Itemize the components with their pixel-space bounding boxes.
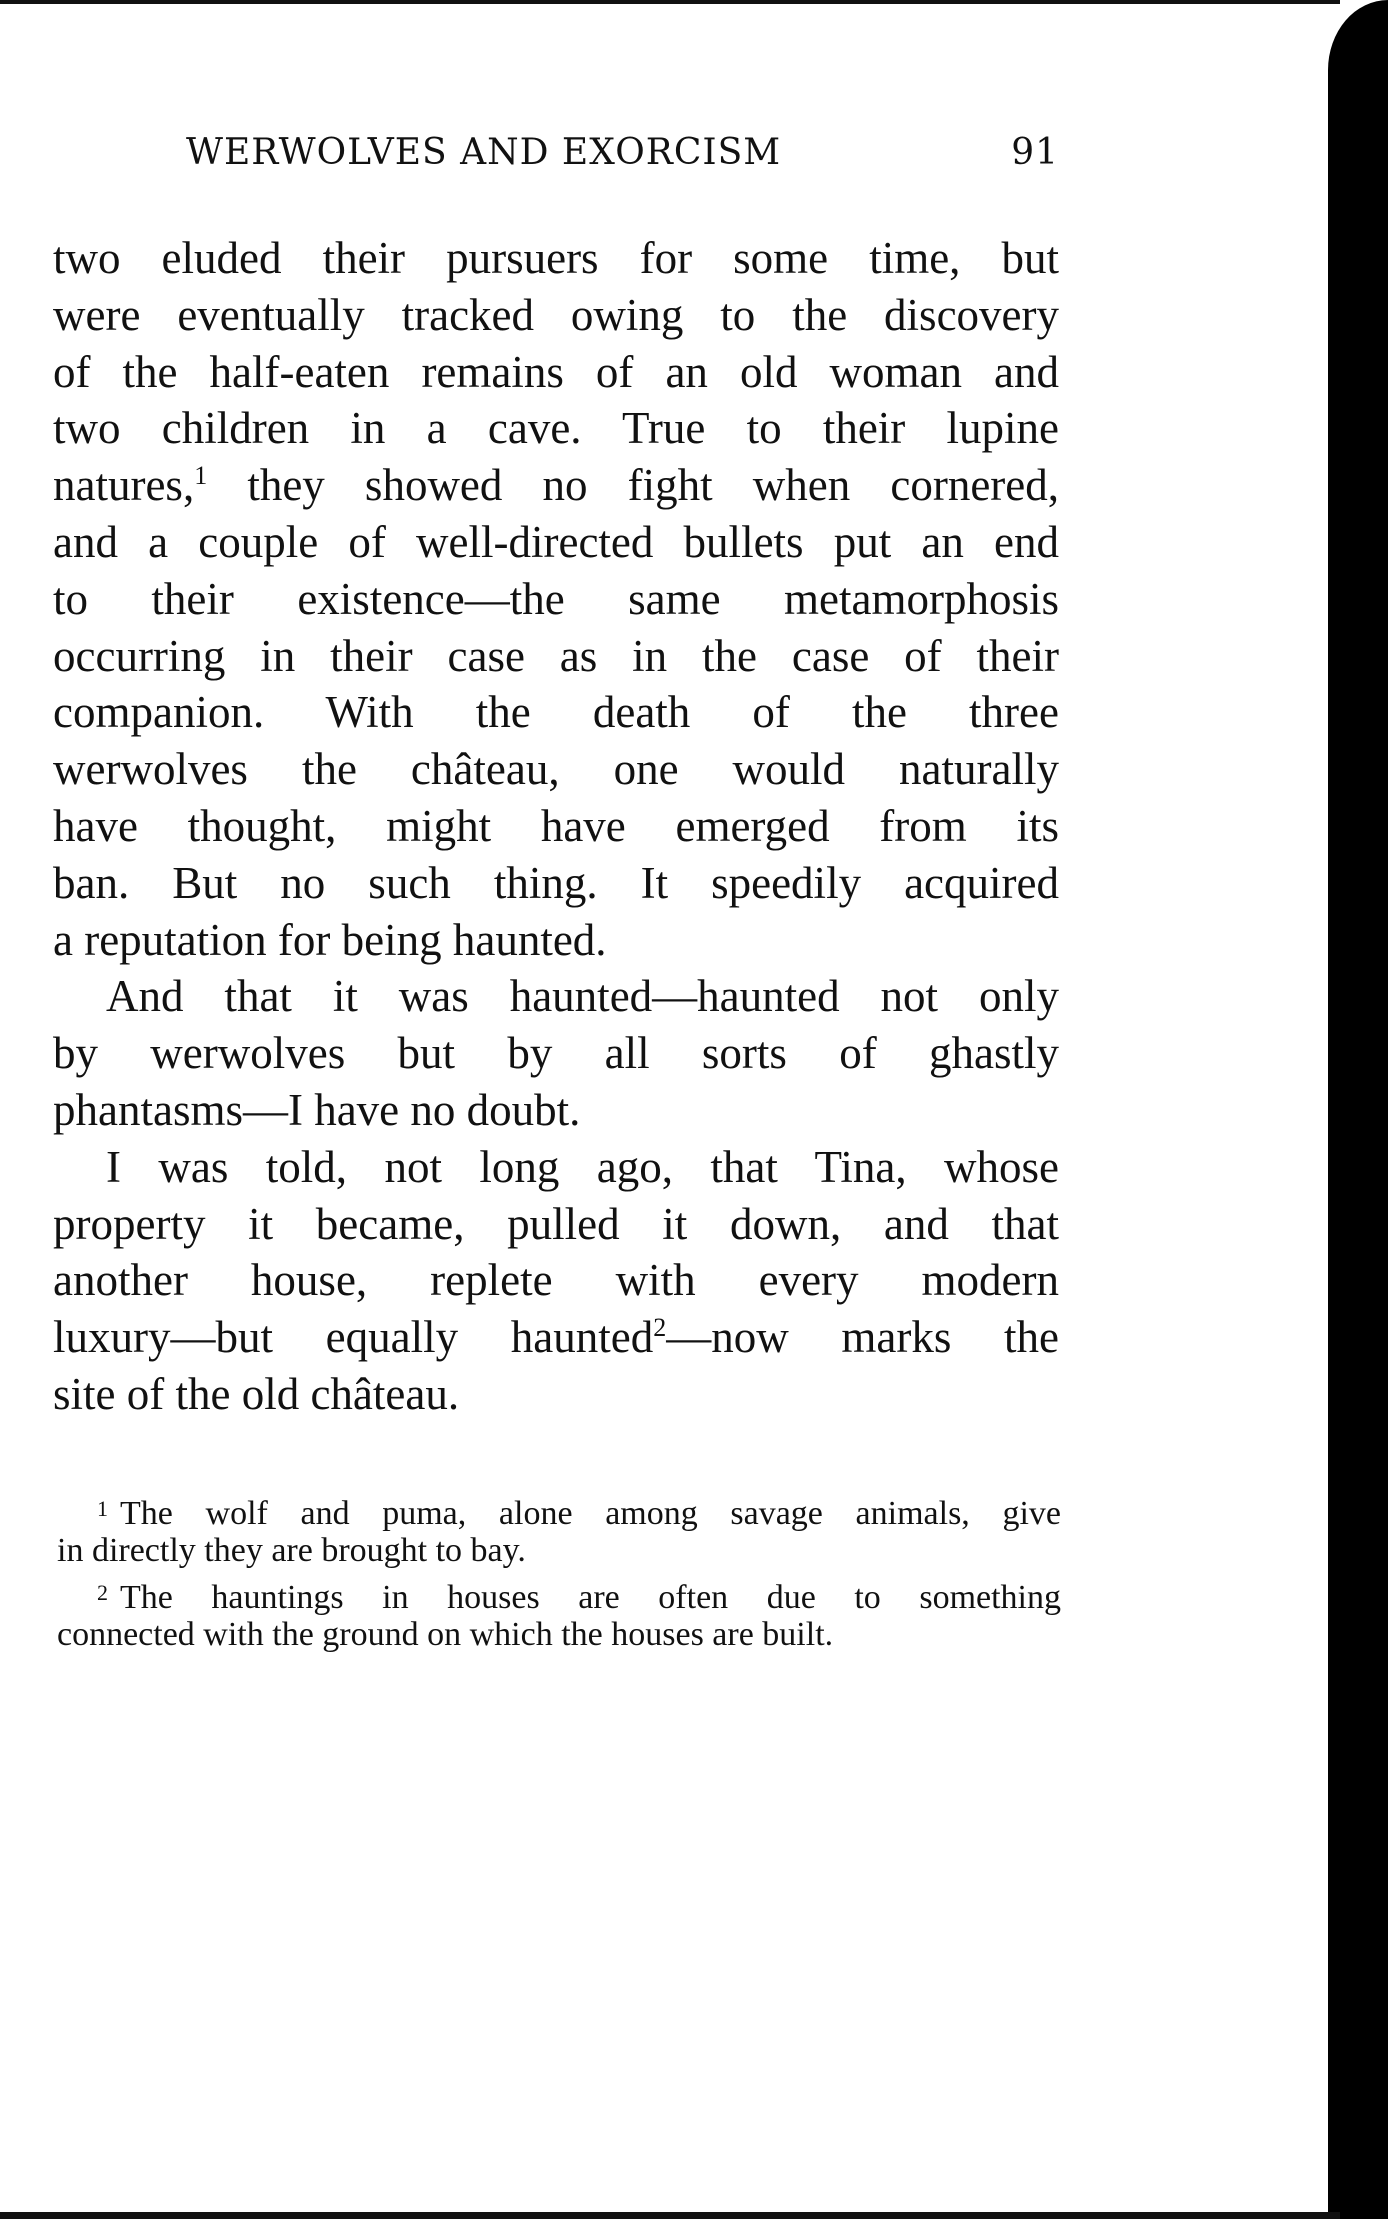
- footnote-1-text: The wolf and puma, alone among savage animals, give: [120, 1495, 1061, 1532]
- body-line: a reputation for being haunted.: [53, 914, 607, 965]
- body-line: and a couple of well-directed bullets put an end: [53, 516, 1059, 567]
- running-head: [186, 132, 1059, 188]
- body-line: werwolves the château, one would naturally: [53, 744, 1059, 795]
- body-line: site of the old château.: [53, 1368, 460, 1419]
- footnote-1-mark: 1: [97, 1496, 108, 1521]
- page-edge-bottom: [0, 2212, 1340, 2219]
- body-line: two children in a cave. True to their lupine: [53, 403, 1059, 454]
- footnote-2-line-2: connected with the ground on which the houses are built.: [57, 1616, 834, 1653]
- body-line: companion. With the death of the three: [53, 687, 1059, 738]
- footnotes: [57, 1488, 1061, 1656]
- body-line-with-footnote-2: [53, 1309, 1059, 1366]
- page-number: 91: [1011, 132, 1059, 173]
- footnote-2-mark: 2: [97, 1580, 108, 1605]
- body-line-rest: —now marks the: [666, 1312, 1059, 1363]
- footnote-1-line-2: in directly they are brought to bay.: [57, 1532, 526, 1569]
- body-line: phantasms—I have no doubt.: [53, 1084, 581, 1135]
- body-line: ban. But no such thing. It speedily acquired: [53, 857, 1059, 908]
- body-line: of the half-eaten remains of an old woman and: [53, 346, 1059, 397]
- body-line: by werwolves but by all sorts of ghastly: [53, 1028, 1059, 1079]
- body-line: property it became, pulled it down, and that: [53, 1198, 1059, 1249]
- body-line: to their existence—the same metamorphosis: [53, 573, 1059, 624]
- body-line-prefix: natures,: [53, 460, 195, 511]
- body-line-rest: they showed no fight when cornered,: [247, 460, 1059, 511]
- paragraph-start-line: And that it was haunted—haunted not only: [106, 971, 1059, 1022]
- footnote-1-line-1: [57, 1488, 1061, 1530]
- body-line: were eventually tracked owing to the discovery: [53, 289, 1059, 340]
- body-text: [53, 230, 1059, 1423]
- body-line: another house, replete with every modern: [53, 1255, 1059, 1306]
- body-line-with-footnote-1: [53, 457, 1059, 514]
- body-line: occurring in their case as in the case of their: [53, 630, 1059, 681]
- footnote-2-text: The hauntings in houses are often due to something: [120, 1579, 1061, 1616]
- paragraph-start-line: I was told, not long ago, that Tina, whose: [106, 1141, 1059, 1192]
- page-edge-top: [0, 0, 1340, 4]
- page-edge-right: [1328, 0, 1388, 2219]
- body-line-prefix: luxury—but equally haunted: [53, 1312, 654, 1363]
- footnote-ref-2: 2: [653, 1313, 667, 1343]
- body-line: have thought, might have emerged from its: [53, 800, 1059, 851]
- footnote-2-line-1: [57, 1572, 1061, 1614]
- body-line: two eluded their pursuers for some time, but: [53, 233, 1059, 283]
- running-head-title: WERWOLVES AND EXORCISM: [186, 132, 782, 173]
- footnote-ref-1: 1: [194, 461, 208, 491]
